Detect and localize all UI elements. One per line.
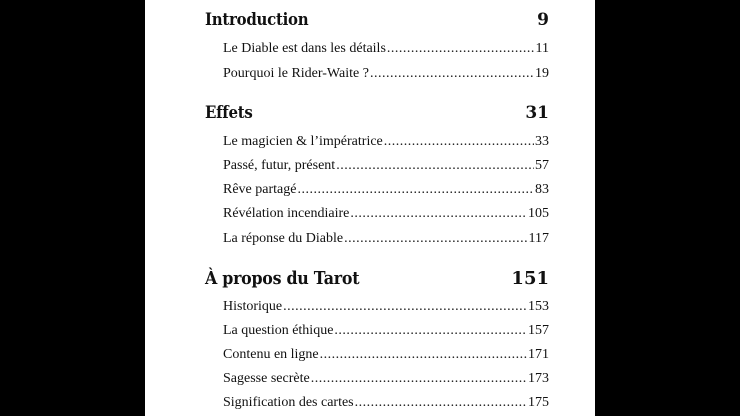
- entry-page: 57: [535, 158, 549, 173]
- dot-leader: [311, 371, 527, 387]
- dot-leader: [344, 231, 527, 247]
- entry-title: Révélation incendiaire: [223, 206, 350, 221]
- toc-entry[interactable]: [223, 299, 549, 317]
- dot-leader: [297, 182, 534, 198]
- section-page-effets: 31: [525, 103, 549, 123]
- dot-leader: [283, 299, 527, 315]
- toc-entry[interactable]: [223, 134, 549, 152]
- toc-entry[interactable]: [223, 41, 549, 59]
- dot-leader: [355, 395, 527, 411]
- entry-title: La question éthique: [223, 323, 334, 338]
- entry-page: 19: [535, 66, 549, 81]
- entry-title: Sagesse secrète: [223, 371, 310, 386]
- dot-leader: [320, 347, 527, 363]
- entry-title: Passé, futur, présent: [223, 158, 336, 173]
- entry-page: 105: [528, 206, 549, 221]
- toc-entry[interactable]: [223, 347, 549, 365]
- entry-page: 157: [528, 323, 549, 338]
- entry-title: Historique: [223, 299, 283, 314]
- entry-title: Rêve partagé: [223, 182, 297, 197]
- dot-leader: [336, 158, 534, 174]
- entry-title: Pourquoi le Rider-Waite ?: [223, 66, 369, 81]
- dot-leader: [370, 66, 534, 82]
- toc-entry[interactable]: [223, 371, 549, 389]
- section-title-a-propos-du-tarot: À propos du Tarot: [205, 268, 360, 289]
- entry-page: 173: [528, 371, 549, 386]
- toc-entry[interactable]: [223, 395, 549, 413]
- entry-page: 175: [528, 395, 549, 410]
- toc-entry[interactable]: [223, 323, 549, 341]
- dot-leader: [334, 323, 527, 339]
- section-page-a-propos-du-tarot: 151: [511, 268, 549, 289]
- toc-entry[interactable]: [223, 66, 549, 84]
- entry-title: Signification des cartes: [223, 395, 354, 410]
- entry-page: 153: [528, 299, 549, 314]
- dot-leader: [350, 206, 527, 222]
- toc-entry[interactable]: [223, 206, 549, 224]
- entry-page: 83: [535, 182, 549, 197]
- entry-page: 117: [528, 231, 549, 246]
- toc-entry[interactable]: [223, 182, 549, 200]
- entry-title: Le Diable est dans les détails: [223, 41, 386, 56]
- toc-page: [145, 0, 595, 416]
- entry-page: 33: [535, 134, 549, 149]
- toc-entry[interactable]: [223, 231, 549, 249]
- dot-leader: [387, 41, 535, 57]
- toc-entry[interactable]: [223, 158, 549, 176]
- entry-title: La réponse du Diable: [223, 231, 344, 246]
- entry-page: 171: [528, 347, 549, 362]
- section-page-introduction: 9: [537, 10, 549, 30]
- entry-page: 11: [535, 41, 549, 56]
- entry-title: Contenu en ligne: [223, 347, 319, 362]
- section-title-effets: Effets: [205, 103, 253, 123]
- entry-title: Le magicien & l’impératrice: [223, 134, 383, 149]
- dot-leader: [384, 134, 534, 150]
- section-title-introduction: Introduction: [205, 10, 309, 30]
